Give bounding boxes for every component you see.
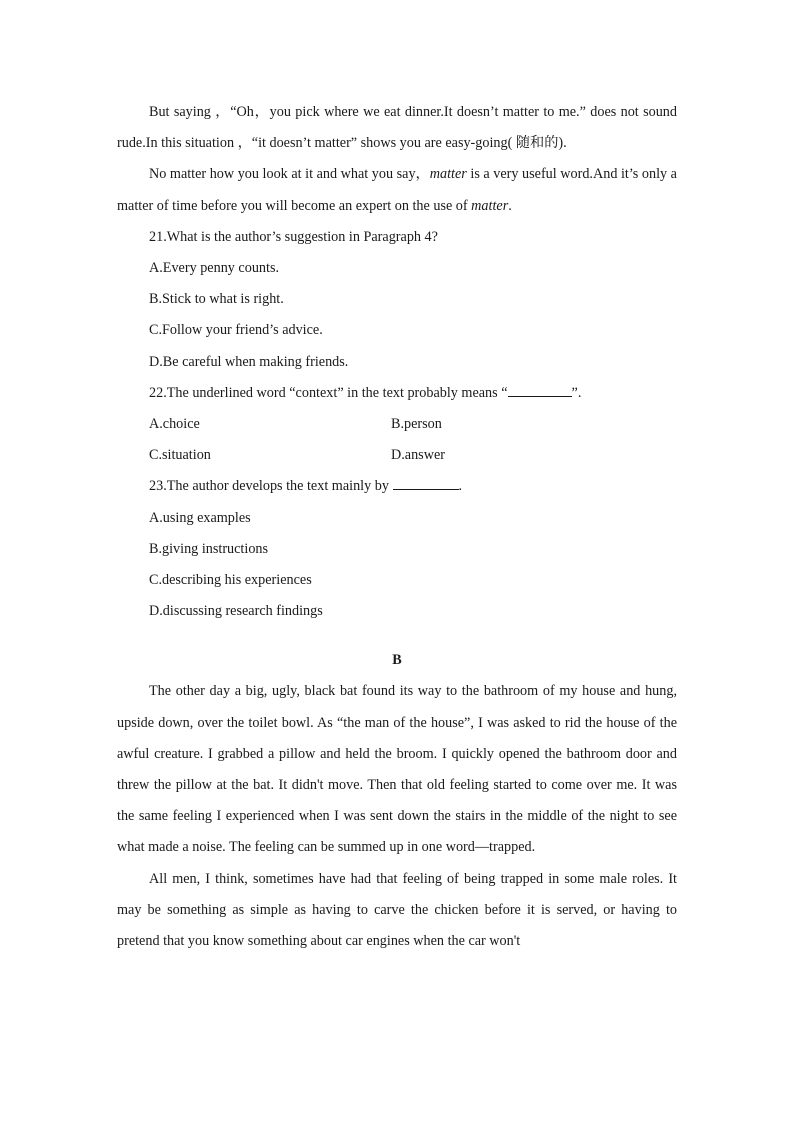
paragraph-text: No matter how you look at it and what you say， bbox=[149, 166, 430, 183]
question-21-option-d: D.Be careful when making friends. bbox=[149, 353, 349, 370]
paragraph-matter-usage bbox=[117, 159, 677, 221]
document-page bbox=[117, 97, 677, 957]
section-b-paragraph-2: All men, I think, sometimes have had that feeling of being trapped in some male roles. It may be something as simple as having to carve the chicken before it is served, or having to pretend that you know something about car engines when the car won't bbox=[117, 870, 677, 950]
question-23-option-c: C.describing his experiences bbox=[149, 572, 312, 589]
question-21-option-b: B.Stick to what is right. bbox=[149, 291, 284, 308]
question-21-option-c: C.Follow your friend’s advice. bbox=[149, 322, 323, 339]
question-23-text: 23.The author develops the text mainly by bbox=[149, 478, 393, 495]
question-23-option-a: A.using examples bbox=[149, 509, 251, 526]
paragraph-text: . bbox=[508, 197, 512, 214]
section-b-title: B bbox=[392, 652, 402, 669]
question-23-option-b: B.giving instructions bbox=[149, 540, 269, 557]
question-22-options-row-1 bbox=[117, 409, 677, 440]
italic-word: matter bbox=[471, 197, 509, 214]
section-b-paragraph-1: The other day a big, ugly, black bat found its way to the bathroom of my house and hung, upside down, over the toilet bowl. As “the man of the house”, I was asked to rid the house of the awful creature. I grabbed a pillow and held the broom. I quickly opened the bathroom door and threw the pillow at the bat. It didn't move. Then that old feeling started to come over me. It was the same feeling I experienced when I was sent down the stairs in the middle of the night to see what made a noise. The feeling can be summed up in one word—trapped. bbox=[117, 683, 677, 856]
question-22-text-end: ”. bbox=[571, 384, 582, 401]
question-21-stem: 21.What is the author’s suggestion in Paragraph 4? bbox=[149, 228, 438, 245]
question-22-option-c: C.situation bbox=[149, 447, 211, 464]
question-21-option-a: A.Every penny counts. bbox=[149, 260, 280, 277]
question-23-stem bbox=[117, 471, 677, 502]
question-23-option-d: D.discussing research findings bbox=[149, 603, 323, 620]
question-22-options-row-2 bbox=[117, 440, 677, 471]
paragraph-easy-going: But saying ，“Oh，you pick where we eat dinner.It doesn’t matter to me.” does not sound rude.In this situation ，“it doesn’t matter” shows you are easy-going( 随和的). bbox=[117, 104, 677, 152]
question-22-text: 22.The underlined word “context” in the text probably means “ bbox=[149, 384, 508, 401]
italic-word: matter bbox=[429, 166, 467, 183]
question-23-text-end: . bbox=[458, 478, 463, 495]
question-22-option-d: D.answer bbox=[391, 447, 445, 464]
answer-blank bbox=[393, 477, 459, 490]
question-22-option-a: A.choice bbox=[149, 416, 200, 433]
question-22-stem bbox=[117, 378, 677, 409]
question-22-option-b: B.person bbox=[391, 416, 442, 433]
paragraph-text: is a very useful word.And it’s only a matter of time before you will become an expert on the use of bbox=[117, 166, 677, 214]
answer-blank bbox=[508, 384, 572, 397]
